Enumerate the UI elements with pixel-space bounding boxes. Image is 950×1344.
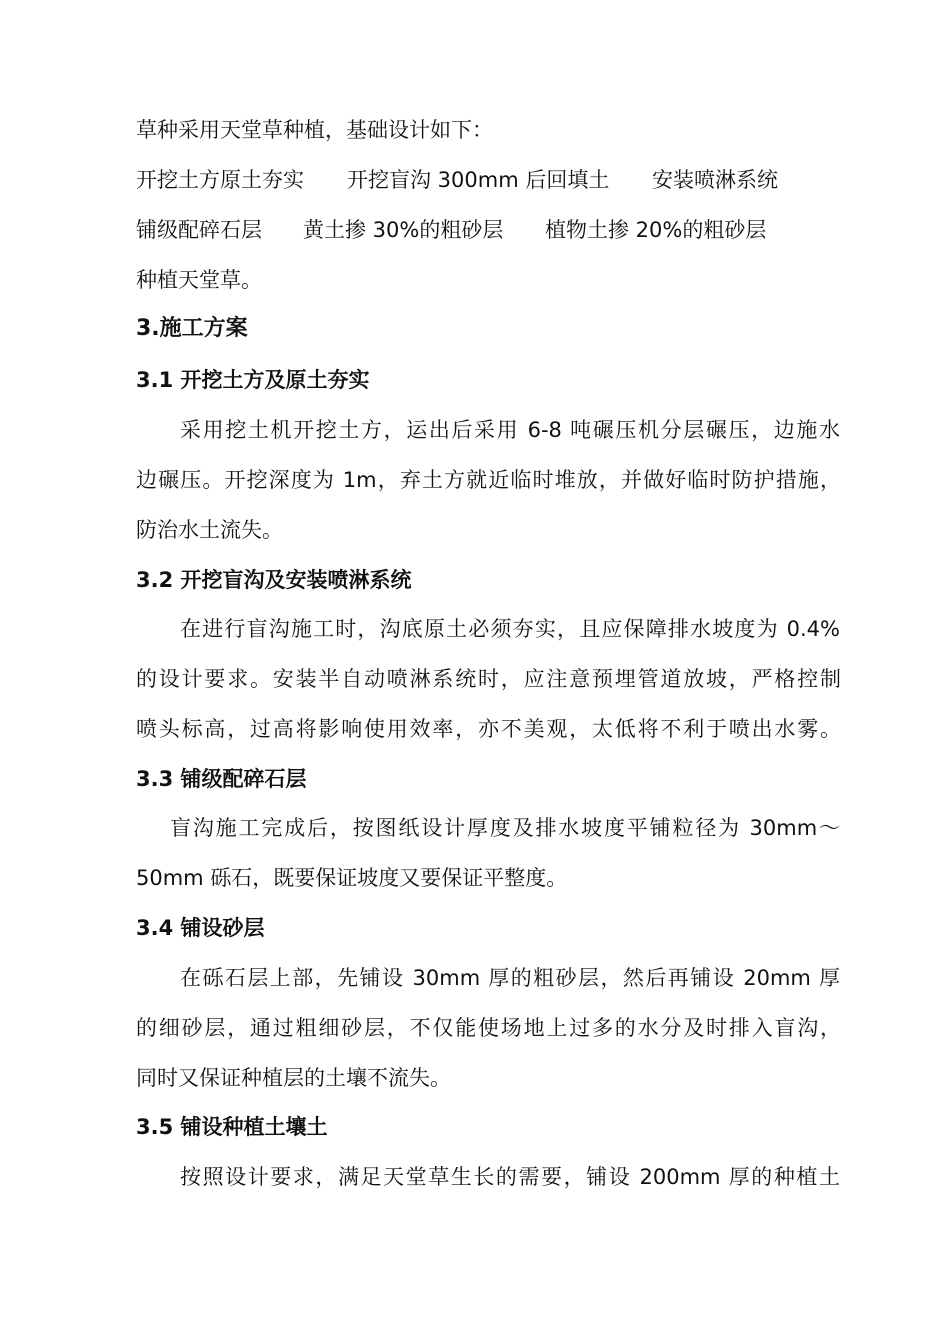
subsection-heading: 3.1 开挖土方及原土夯实 xyxy=(136,368,370,392)
paragraph-line: 防治水土流失。 xyxy=(136,518,283,542)
step-text: 铺级配碎石层 xyxy=(136,218,262,242)
paragraph-line: 在进行盲沟施工时，沟底原土必须夯实，且应保障排水坡度为 0.4% xyxy=(180,617,840,641)
step-text: 黄土掺 30%的粗砂层 xyxy=(303,218,504,242)
paragraph-line: 在砾石层上部，先铺设 30mm 厚的粗砂层，然后再铺设 20mm 厚 xyxy=(180,966,840,990)
step-text: 开挖土方原土夯实 xyxy=(136,168,304,192)
paragraph-line: 的细砂层，通过粗细砂层，不仅能使场地上过多的水分及时排入盲沟， xyxy=(136,1016,841,1040)
intro-line: 草种采用天堂草种植，基础设计如下： xyxy=(136,118,493,142)
subsection-heading: 3.5 铺设种植土壤土 xyxy=(136,1115,328,1139)
step-text: 安装喷淋系统 xyxy=(652,168,778,192)
intro-steps-row xyxy=(136,165,841,195)
step-text: 开挖盲沟 300mm 后回填土 xyxy=(347,168,610,192)
paragraph-line: 喷头标高，过高将影响使用效率，亦不美观，太低将不利于喷出水雾。 xyxy=(136,717,841,741)
intro-line: 种植天堂草。 xyxy=(136,268,262,292)
subsection-heading: 3.4 铺设砂层 xyxy=(136,916,265,940)
subsection-heading: 3.3 铺级配碎石层 xyxy=(136,767,307,791)
paragraph-line: 50mm 砾石，既要保证坡度又要保证平整度。 xyxy=(136,866,568,890)
paragraph-line: 盲沟施工完成后，按图纸设计厚度及排水坡度平铺粒径为 30mm～ xyxy=(170,816,840,840)
paragraph-line: 采用挖土机开挖土方，运出后采用 6-8 吨碾压机分层碾压，边施水 xyxy=(180,418,840,442)
section-heading: 3.施工方案 xyxy=(136,316,248,341)
paragraph-line: 边碾压。开挖深度为 1m，弃土方就近临时堆放，并做好临时防护措施， xyxy=(136,468,841,492)
step-text: 植物土掺 20%的粗砂层 xyxy=(545,218,767,242)
paragraph-line: 同时又保证种植层的土壤不流失。 xyxy=(136,1066,451,1090)
paragraph-line: 的设计要求。安装半自动喷淋系统时，应注意预埋管道放坡，严格控制 xyxy=(136,667,841,691)
subsection-heading: 3.2 开挖盲沟及安装喷淋系统 xyxy=(136,568,412,592)
paragraph-line: 按照设计要求，满足天堂草生长的需要，铺设 200mm 厚的种植土 xyxy=(180,1165,840,1189)
intro-steps-row xyxy=(136,215,841,245)
